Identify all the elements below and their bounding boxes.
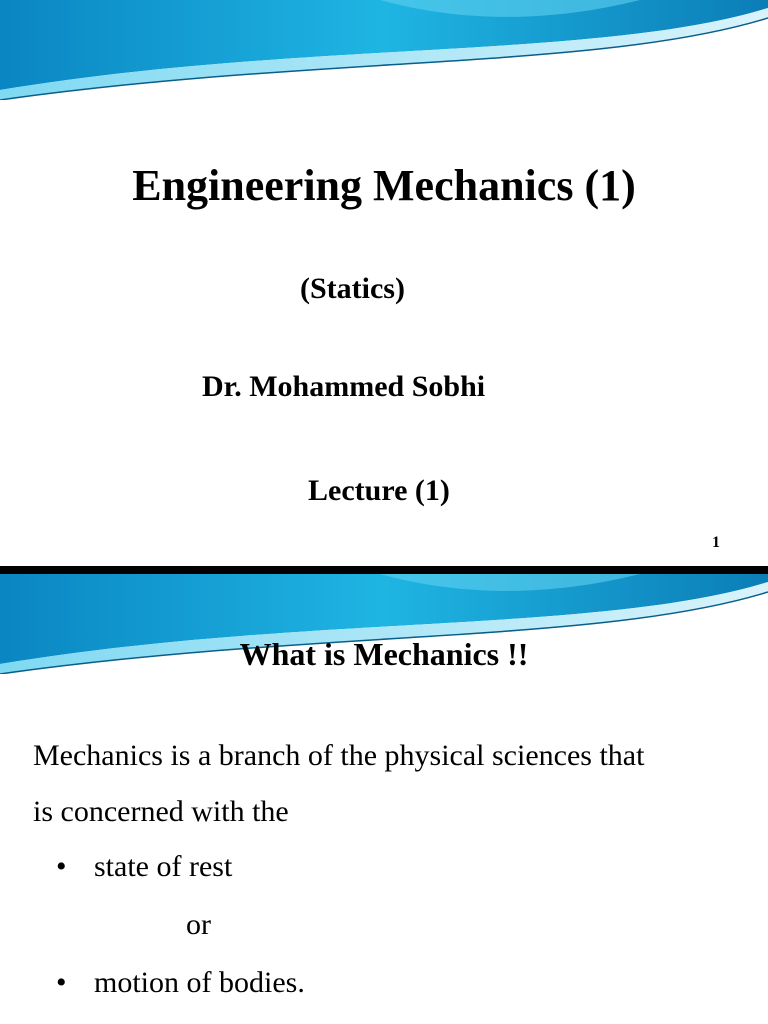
bullet-symbol: • (56, 966, 67, 999)
header-wave-decoration (0, 0, 768, 100)
bullet-item (56, 966, 305, 1000)
slide-separator (0, 566, 768, 574)
slide-subtitle: (Statics) (300, 272, 405, 305)
paragraph-line: Mechanics is a branch of the physical sciences that (33, 739, 645, 772)
bullet-text: motion of bodies. (94, 966, 305, 999)
author-name: Dr. Mohammed Sobhi (202, 370, 486, 403)
bullet-symbol: • (56, 850, 67, 883)
slide-heading: What is Mechanics !! (239, 636, 529, 672)
connector-text: or (186, 908, 211, 941)
slide-title: Engineering Mechanics (1) (132, 161, 636, 210)
bullet-item (56, 850, 232, 884)
content-slide (0, 574, 768, 1024)
page-number: 1 (712, 534, 720, 551)
bullet-text: state of rest (94, 850, 233, 883)
paragraph-line: is concerned with the (33, 795, 289, 828)
lecture-label: Lecture (1) (308, 474, 450, 507)
definition-paragraph (33, 728, 753, 840)
